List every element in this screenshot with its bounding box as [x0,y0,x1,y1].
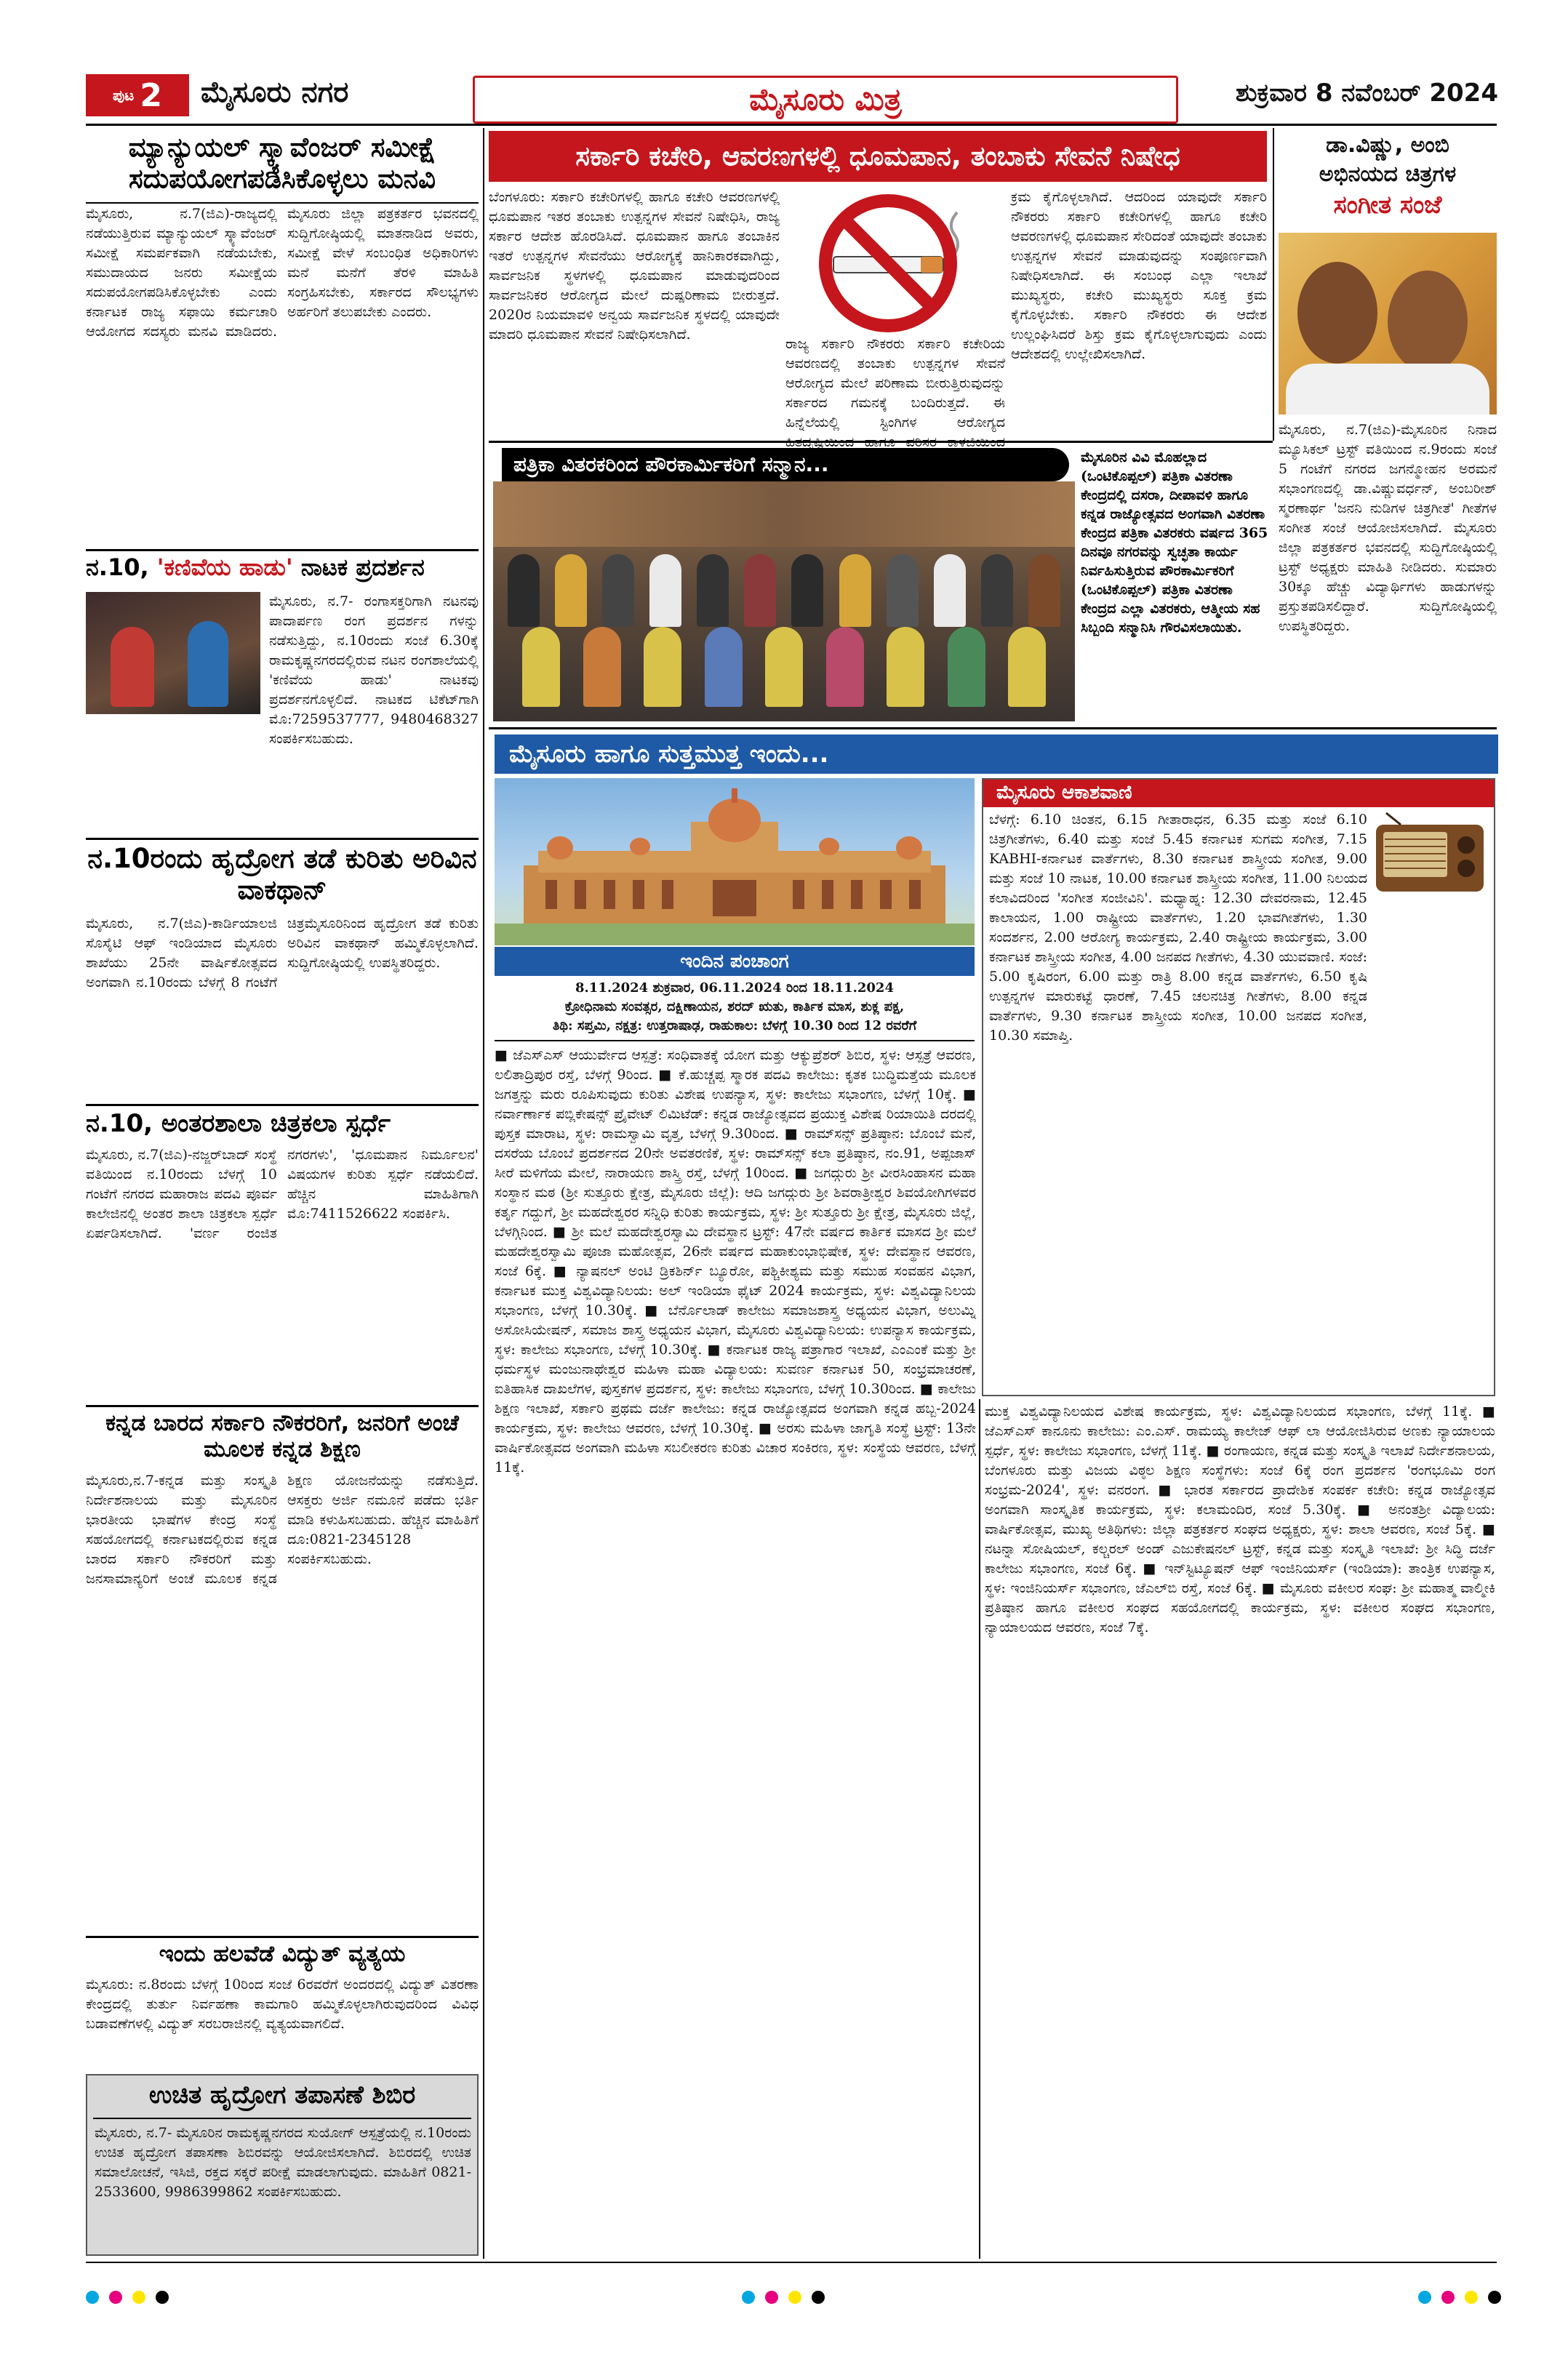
actor-figure [188,621,228,707]
title-line-highlight: ಸಂಗೀತ ಸಂಜೆ [1333,191,1442,220]
column-rule [483,128,484,2259]
black-dot [1488,2291,1501,2304]
banner-text: ಪತ್ರಿಕಾ ವಿತರಕರಿಂದ ಪೌರಕಾರ್ಮಿಕರಿಗೆ ಸನ್ಮಾನ... [513,452,829,476]
person [508,554,540,627]
black-dot [812,2291,825,2304]
headline-part: ನಾಟಕ ಪ್ರದರ್ಶನ [292,553,425,581]
article-headline: ಇಂದು ಹಲವೆಡೆ ವಿದ್ಯುತ್ ವ್ಯತ್ಯಯ [159,1941,406,1967]
divider [86,1405,479,1407]
lead-body-col1: ಬೆಂಗಳೂರು: ಸರ್ಕಾರಿ ಕಚೇರಿಗಳಲ್ಲಿ ಹಾಗೂ ಕಚೇರಿ ಆವರಣಗಳಲ್ಲಿ ಧೂಮಪಾನ ಇತರ ತಂಬಾಕು ಉತ್ಪನ್ನಗಳ ಸೇವನೆ ನಿಷೇಧಿಸಿ, ರಾಜ್ಯ ಸರ್ಕಾರ ಆದೇಶ ಹೊರಡಿಸಿದೆ. ಧೂಮಪಾನ ಹಾಗೂ ತಂಬಾಕಿನ ಇತರೆ ಉತ್ಪನ್ನಗಳ ಸೇವನೆಯು ಆರೋಗ್ಯಕ್ಕೆ ಹಾನಿಕಾರಕವಾಗಿದ್ದು, ಸಾರ್ವಜನಿಕ ಸ್ಥಳಗಳಲ್ಲಿ ಧೂಮಪಾನ ಮಾಡುವುದರಿಂದ ಸಾರ್ವಜನಿಕರ ಆರೋಗ್ಯದ ಮೇಲೆ ದುಷ್ಪರಿಣಾಮ ಬೀರುತ್ತದೆ. 2020ರ ನಿಯಮಾವಳಿ ಅನ್ವಯ ಸಾರ್ವಜನಿಕ ಸ್ಥಳದಲ್ಲಿ ಯಾವುದೇ ಮಾದರಿ ಧೂಮಪಾನ ಸೇವನೆ ನಿಷೇಧಿಸಲಾಗಿದೆ. [489,189,780,343]
felicitation-group-photo [493,481,1075,721]
photo-backdrop [493,481,1075,547]
cyan-dot [86,2291,99,2304]
seated-row [522,627,1046,707]
actor-figure [111,627,154,707]
radio-icon [1372,810,1488,897]
divider [495,1040,975,1041]
article-body: ಮೈಸೂರು: ನ.8ರಂದು ಬೆಳಗ್ಗೆ 10ರಿಂದ ಸಂಜೆ 6ರವರೆಗೆ ಅಂದರದಲ್ಲಿ ವಿದ್ಯುತ್ ವಿತರಣಾ ಕೇಂದ್ರದಲ್ಲಿ ತುರ್ತು ನಿರ್ವಹಣಾ ಕಾಮಗಾರಿ ಹಮ್ಮಿಕೊಳ್ಳಲಾಗಿರುವುದರಿಂದ ವಿವಿಧ ಬಡಾವಣೆಗಳಲ್ಲಿ ವಿದ್ಯುತ್ ಸರಬರಾಜಿನಲ್ಲಿ ವ್ಯತ್ಯಯವಾಗಲಿದೆ. [86,1976,479,2032]
divider [93,2118,471,2119]
yellow-dot [132,2291,145,2304]
person [522,627,560,707]
photo-story-banner [502,448,1069,481]
divider [86,202,479,204]
portrait-face [1388,271,1468,372]
black-dot [156,2291,169,2304]
mysore-palace-photo [495,778,975,945]
article-headline: ನ.10ರಂದು ಹೃದ್ರೋಗ ತಡೆ ಕುರಿತು ಅರಿವಿನ ವಾಕಥಾನ್ [87,843,477,905]
divider [489,441,1273,443]
column-rule [979,1399,980,2259]
portrait-shirts [1286,364,1489,415]
article-body: ಮೈಸೂರು, ನ.7(ಜಿಎ)-ರಾಜ್ಯದಲ್ಲಿ ನಡೆಯುತ್ತಿರುವ ಮ್ಯಾನ್ಯುಯಲ್ ಸ್ಕ್ಯಾವೆಂಜರ್ ಸಮೀಕ್ಷೆ ಸಮರ್ಪಕವಾಗಿ ನಡೆಯಬೇಕು, ಸಮುದಾಯದ ಜನರು ಸಮೀಕ್ಷೆಯ ಸದುಪಯೋಗಪಡಿಸಿಕೊಳ್ಳಬೇಕು ಎಂದು ಕರ್ನಾಟಕ ರಾಜ್ಯ ಸಫಾಯಿ ಕರ್ಮಚಾರಿ ಆಯೋಗದ ಸದಸ್ಯರು ಮನವಿ ಮಾಡಿದರು. ಮೈಸೂರು ಜಿಲ್ಲಾ ಪತ್ರಕರ್ತರ ಭವನದಲ್ಲಿ ಸುದ್ದಿಗೋಷ್ಠಿಯಲ್ಲಿ ಮಾತನಾಡಿದ ಅವರು, ಸಮೀಕ್ಷೆ ವೇಳೆ ಸಂಬಂಧಿತ ಅಧಿಕಾರಿಗಳು ಮನೆ ಮನೆಗೆ ತೆರಳಿ ಮಾಹಿತಿ ಸಂಗ್ರಹಿಸಬೇಕು, ಸರ್ಕಾರದ ಸೌಲಭ್ಯಗಳು ಅರ್ಹರಿಗೆ ತಲುಪಬೇಕು ಎಂದರು. [86,206,479,340]
person [948,627,985,707]
no-smoking-icon [812,188,979,333]
radio-title: ಮೈಸೂರು ಆಕಾಶವಾಣಿ [996,781,1132,804]
lead-headline: ಸರ್ಕಾರಿ ಕಚೇರಿ, ಆವರಣಗಳಲ್ಲಿ ಧೂಮಪಾನ, ತಂಬಾಕು ಸೇವನೆ ನಿಷೇಧ [575,140,1180,172]
cyan-dot [1418,2291,1431,2304]
masthead-rule [86,124,1497,126]
panchanga-title: ಇಂದಿನ ಪಂಚಾಂಗ [680,950,789,972]
cyan-dot [742,2291,755,2304]
lead-body-col2: ರಾಜ್ಯ ಸರ್ಕಾರಿ ನೌಕರರು ಸರ್ಕಾರಿ ಕಚೇರಿಯ ಆವರಣದಲ್ಲಿ ತಂಬಾಕು ಉತ್ಪನ್ನಗಳ ಸೇವನೆ ಆರೋಗ್ಯದ ಮೇಲೆ ಪರಿಣಾಮ ಬೀರುತ್ತಿರುವುದನ್ನು ಸರ್ಕಾರದ ಗಮನಕ್ಕೆ ಬಂದಿರುತ್ತದೆ. ಈ ಹಿನ್ನೆಲೆಯಲ್ಲಿ ಸ್ಟಿಂಗಿಗಳ ಆರೋಗ್ಯದ [785,336,1005,431]
article-kannada-postal [86,1411,479,1907]
magenta-dot [1441,2291,1455,2304]
panchanga-header [495,947,975,976]
person [555,554,587,627]
section-title: ಮೈಸೂರು ನಗರ [201,76,349,109]
page-number: 2 [140,76,162,114]
music-event-title [1279,131,1497,240]
lead-headline-bar [489,131,1267,182]
person [649,554,681,627]
article-body: ಮೈಸೂರು, ನ.7(ಜಿಎ)-ಕಾರ್ಡಿಯಾಲಜಿ ಸೊಸೈಟಿ ಆಫ್ ಇಂಡಿಯಾದ ಮೈಸೂರು ಶಾಖೆಯು 25ನೇ ವಾರ್ಷಿಕೋತ್ಸವದ ಅಂಗವಾಗಿ ನ.10ರಂದು ಬೆಳಗ್ಗೆ 8 ಗಂಟೆಗೆ ಚಿತ್ರಮೈಸೂರಿನಿಂದ ಹೃದ್ರೋಗ ತಡೆ ಕುರಿತು ಅರಿವಿನ ವಾಕಥಾನ್ ಹಮ್ಮಿಕೊಳ್ಳಲಾಗಿದೆ. ಸುದ್ದಿಗೋಷ್ಠಿಯಲ್ಲಿ ಉಪಸ್ಥಿತರಿದ್ದರು. [86,916,479,991]
article-headline: ಮ್ಯಾನ್ಯುಯಲ್ ಸ್ಕ್ಯಾವೆಂಜರ್ ಸಮೀಕ್ಷೆ ಸದುಪಯೋಗಪಡಿಸಿಕೊಳ್ಳಲು ಮನವಿ [128,132,436,194]
article-headline: ಉಚಿತ ಹೃದ್ರೋಗ ತಪಾಸಣೆ ಶಿಬಿರ [148,2081,416,2110]
divider [86,1936,479,1938]
banner-text: ಮೈಸೂರು ಹಾಗೂ ಸುತ್ತಮುತ್ತ ಇಂದು... [509,740,829,769]
person [765,627,803,707]
box-heart-camp [86,2074,479,2256]
standing-row [508,554,1060,627]
article-body: ಮೈಸೂರು, ನ.7(ಜಿಎ)-ನಜ್ಜರ್‌ಬಾದ್ ಸಂಸ್ಥೆ ವತಿಯಿಂದ ನ.10ರಂದು ಬೆಳಗ್ಗೆ 10 ಗಂಟೆಗೆ ನಗರದ ಮಹಾರಾಜ ಪದವಿ ಪೂರ್ವ ಕಾಲೇಜಿನಲ್ಲಿ ಅಂತರ ಶಾಲಾ ಚಿತ್ರಕಲಾ ಸ್ಪರ್ಧೆ ಏರ್ಪಡಿಸಲಾಗಿದೆ. 'ವರ್ಣ ರಂಜಿತ ನಗರಗಳು', 'ಧೂಮಪಾನ ನಿರ್ಮೂಲನ' ವಿಷಯಗಳ ಕುರಿತು ಸ್ಪರ್ಧೆ ನಡೆಯಲಿದೆ. ಹೆಚ್ಚಿನ ಮಾಹಿತಿಗಾಗಿ ಮೊ:7411526622 ಸಂಪರ್ಕಿಸಿ. [86,1147,479,1242]
divider [489,727,1497,729]
issue-date: ಶುಕ್ರವಾರ 8 ನವೆಂಬರ್ 2024 [1236,79,1498,108]
article-power-cut [86,1942,479,2084]
article-painting [86,1110,479,1384]
newspaper-logo: ಮೈಸೂರು ಮಿತ್ರ [473,76,1178,124]
article-body: ಮೈಸೂರು, ನ.7- ಮೈಸೂರಿನ ರಾಮಕೃಷ್ಣನಗರದ ಸುಯೋಗ್ ಆಸ್ಪತ್ರೆಯಲ್ಲಿ ನ.10ರಂದು ಉಚಿತ ಹೃದ್ರೋಗ ತಪಾಸಣಾ ಶಿಬಿರವನ್ನು ಆಯೋಜಿಸಲಾಗಿದೆ. ಶಿಬಿರದಲ್ಲಿ ಉಚಿತ ಸಮಾಲೋಚನೆ, ಇಸಿಜಿ, ರಕ್ತದ ಸಕ್ಕರೆ ಪರೀಕ್ಷೆ ಮಾಡಲಾಗುವುದು. ಮಾಹಿತಿಗೆ 0821-2533600, 9986399862 ಸಂಪರ್ಕಿಸಬಹುದು. [95,2125,471,2200]
yellow-dot [788,2291,801,2304]
person [744,554,776,627]
divider [86,838,479,840]
article-walkathon [86,844,479,1107]
person [887,554,919,627]
radio-header [982,778,1495,807]
person [697,554,729,627]
person [1008,627,1046,707]
person [887,627,924,707]
footer-rule [86,2262,1497,2263]
print-colour-marks-left [86,2291,169,2304]
yellow-dot [1465,2291,1478,2304]
lead-body-col3: ಕ್ರಮ ಕೈಗೊಳ್ಳಲಾಗಿದೆ. ಆದರಿಂದ ಯಾವುದೇ ಸರ್ಕಾರಿ ನೌಕರರು ಸರ್ಕಾರಿ ಕಚೇರಿಗಳಲ್ಲಿ ಹಾಗೂ ಕಚೇರಿ ಆವರಣಗಳಲ್ಲಿ ಧೂಮಪಾನ ಸೇರಿದಂತೆ ಯಾವುದೇ ತಂಬಾಕು ಉತ್ಪನ್ನಗಳ ಸೇವನೆ ಮಾಡುವುದನ್ನು ಸಂಪೂರ್ಣವಾಗಿ ನಿಷೇಧಿಸಲಾಗಿದೆ. ಈ ಸಂಬಂಧ ಎಲ್ಲಾ ಇಲಾಖೆ ಮುಖ್ಯಸ್ಥರು, ಕಚೇರಿ ಮುಖ್ಯಸ್ಥರು ಸೂಕ್ತ ಕ್ರಮ ಕೈಗೊಳ್ಳಬೇಕು. ಸರ್ಕಾರಿ ನೌಕರರು ಈ ಆದೇಶ ಉಲ್ಲಂಘಿಸಿದರೆ ಶಿಸ್ತು ಕ್ರಮ ಕೈಗೊಳ್ಳಲಾಗುವುದು ಎಂದು ಆದೇಶದಲ್ಲಿ ಉಲ್ಲೇಖಿಸಲಾಗಿದೆ. [1011,189,1267,362]
article-body: ಮೈಸೂರು,ನ.7-ಕನ್ನಡ ಮತ್ತು ಸಂಸ್ಕೃತಿ ನಿರ್ದೇಶನಾಲಯ ಮತ್ತು ಮೈಸೂರಿನ ಭಾರತೀಯ ಭಾಷೆಗಳ ಕೇಂದ್ರ ಸಂಸ್ಥೆ ಸಹಯೋಗದಲ್ಲಿ ಕರ್ನಾಟಕದಲ್ಲಿರುವ ಕನ್ನಡ ಬಾರದ ಸರ್ಕಾರಿ ನೌಕರರಿಗೆ ಮತ್ತು ಜನಸಾಮಾನ್ಯರಿಗೆ ಅಂಚೆ ಮೂಲಕ ಕನ್ನಡ ಶಿಕ್ಷಣ ಯೋಜನೆಯನ್ನು ನಡೆಸುತ್ತಿದೆ. ಆಸಕ್ತರು ಅರ್ಜಿ ನಮೂನೆ ಪಡೆದು ಭರ್ತಿ ಮಾಡಿ ಕಳುಹಿಸಬಹುದು. ಹೆಚ್ಚಿನ ಮಾಹಿತಿಗೆ ದೂ:0821-2345128 ಸಂಪರ್ಕಿಸಬಹುದು. [86,1473,479,1588]
headline-part: ನ.10, [86,553,157,581]
panchanga-line: 8.11.2024 ಶುಕ್ರವಾರ, 06.11.2024 ರಿಂದ 18.11.2024 [575,980,894,996]
print-colour-marks-centre [742,2291,825,2304]
person [791,554,823,627]
title-line: ಡಾ.ವಿಷ್ಣು, ಅಂಬಿ [1326,132,1449,158]
page-number-badge [86,74,189,116]
person [644,627,681,707]
print-colour-marks-right [1418,2291,1501,2304]
events-list: ■ ಜೆಎಸ್‌ಎಸ್ ಆಯುರ್ವೇದ ಆಸ್ಪತ್ರೆ: ಸಂಧಿವಾತಕ್ಕೆ ಯೋಗ ಮತ್ತು ಆಕ್ಯುಪ್ರೆಶರ್ ಶಿಬಿರ, ಸ್ಥಳ: ಆಸ್ಪತ್ರೆ ಆವರಣ, ಲಲಿತಾದ್ರಿಪುರ ರಸ್ತೆ, ಬೆಳಗ್ಗೆ 9ರಿಂದ. ■ ಕೆ.ಹುಚ್ಚಪ್ಪ ಸ್ಮಾರಕ ಪದವಿ ಕಾಲೇಜು: ಕೃತಕ ಬುದ್ಧಿಮತ್ತೆಯ ಮೂಲಕ ಜಗತ್ತನ್ನು ಮರು ರೂಪಿಸುವುದು ಕುರಿತು ವಿಶೇಷ ಉಪನ್ಯಾಸ, ಸ್ಥಳ: ಕಾಲೇಜು ಸಭಾಂಗಣ, ಬೆಳಗ್ಗೆ 10ಕ್ಕೆ. ■ ನರ್ವಾರ್ಣಾಕ ಪಬ್ಲಿಕೇಷನ್ಸ್ ಪ್ರೈವೇಟ್ ಲಿಮಿಟೆಡ್: ಕನ್ನಡ ರಾಜ್ಯೋತ್ಸವದ ಪ್ರಯುಕ್ತ ವಿಶೇಷ ರಿಯಾಯಿತಿ ದರದಲ್ಲಿ ಪುಸ್ತಕ ಮಾರಾಟ, ಸ್ಥಳ: ರಾಮಸ್ವಾಮಿ ವೃತ್ತ, ಬೆಳಗ್ಗೆ 9.30ರಿಂದ. ■ ರಾಮ್‌ಸನ್ಸ್ ಪ್ರತಿಷ್ಠಾನ: ಬೊಂಬೆ ಮನೆ, ದಸರೆಯ ಬೊಂಬೆ ಪ್ರದರ್ಶನದ 20ನೇ ಅವತರಣಿಕೆ, ಸ್ಥಳ: ರಾಮ್‌ಸನ್ಸ್ ಕಲಾ ಪ್ರತಿಷ್ಠಾನ, ನಂ.91, ಅಪ್ಪಜಾಸ್ ಸೀರೆ ಮಳಿಗೆಯ ಮೇಲೆ, ನಾರಾಯಣ ಶಾಸ್ತ್ರಿ ರಸ್ತೆ, ಬೆಳಗ್ಗೆ 10ರಿಂದ. ■ ಜಗದ್ಗುರು ಶ್ರೀ ವೀರಸಿಂಹಾಸನ ಮಹಾ ಸಂಸ್ಥಾನ ಮಠ (ಶ್ರೀ ಸುತ್ತೂರು ಕ್ಷೇತ್ರ, ಮೈಸೂರು ಜಿಲ್ಲೆ): ಆದಿ ಜಗದ್ಗುರು ಶ್ರೀ ಶಿವರಾತ್ರೀಶ್ವರ ಶಿವಯೋಗಿಗಳವರ ಕರ್ತೃ ಗದ್ದುಗೆ, ಶ್ರೀ ಮಹದೇಶ್ವರರ ಸನ್ನಿಧಿ ಕುರಿತು ಕಾರ್ಯಕ್ರಮ, ಸ್ಥಳ: ಶ್ರೀ ಸುತ್ತೂರು ಶ್ರೀ ಕ್ಷೇತ್ರ, ಮೈಸೂರು ಜಿಲ್ಲೆ, ಬೆಳಗ್ಗಿನಿಂದ. ■ ಶ್ರೀ ಮಲೆ ಮಹದೇಶ್ವರಸ್ವಾಮಿ ದೇವಸ್ಥಾನ ಟ್ರಸ್ಟ್: 47ನೇ ವರ್ಷದ ಕಾರ್ತಿಕ ಮಾಸದ ಶ್ರೀ ಮಲೆ ಮಹದೇಶ್ವರಸ್ವಾಮಿ ಪೂಜಾ ಮಹೋತ್ಸವ, 26ನೇ ವರ್ಷದ ಮಹಾಕುಂಭಾಭಿಷೇಕ, ಸ್ಥಳ: ದೇವಸ್ಥಾನ ಆವರಣ, ಸಂಜೆ 6ಕ್ಕೆ. ■ ನ್ಯಾಷನಲ್ ಅಂಟಿ ಡ್ರಿಕಶಿರ್ನ್ ಬ್ಯೂರೋ, ಪಶ್ಚಿಕೀಶ್ಯಮ ಮತ್ತು ಸಮುಹ ಸಂವಹನ ವಿಭಾಗ, ಕರ್ನಾಟಕ ಮುಕ್ತ ವಿಶ್ವವಿದ್ಯಾನಿಲಯ: ಅಲ್ ಇಂಡಿಯಾ ಫೈಟ್ 2024 ಕಾರ್ಯಕ್ರಮ, ಸ್ಥಳ: ವಿಶ್ವವಿದ್ಯಾನಿಲಯ ಸಭಾಂಗಣ, ಬೆಳಗ್ಗೆ 10.30ಕ್ಕೆ. ■ ಬೆರ್ನೊಲಾಡ್ ಕಾಲೇಜು ಸಮಾಜಶಾಸ್ತ್ರ ಅಧ್ಯಯನ ವಿಭಾಗ, ಅಲುಮ್ನಿ ಅಸೋಸಿಯೇಷನ್, ಸಮಾಜ ಶಾಸ್ತ್ರ ಅಧ್ಯಯನ ವಿಭಾಗ, ಮೈಸೂರು ವಿಶ್ವವಿದ್ಯಾನಿಲಯ: ಉಪನ್ಯಾಸ ಕಾರ್ಯಕ್ರಮ, ಸ್ಥಳ: ಕಾಲೇಜು ಸಭಾಂಗಣ, ಬೆಳಗ್ಗೆ 10.30ಕ್ಕೆ. ■ ಕರ್ನಾಟಕ ರಾಜ್ಯ ಪತ್ರಾಗಾರ ಇಲಾಖೆ, ಎಂಎಂಕೆ ಮತ್ತು ಶ್ರೀ ಧರ್ಮಸ್ಥಳ ಮಂಜುನಾಥೇಶ್ವರ ಮಹಿಳಾ ಮಹಾ ವಿದ್ಯಾಲಯ: ಸುವರ್ಣ ಕರ್ನಾಟಕ 50, ಸಂಭ್ರಮಾಚರಣೆ, ಐತಿಹಾಸಿಕ ದಾಖಲೆಗಳ, ಪುಸ್ತಕಗಳ ಪ್ರದರ್ಶನ, ಸ್ಥಳ: ಕಾಲೇಜು ಸಭಾಂಗಣ, ಬೆಳಗ್ಗೆ 10.30ರಿಂದ. ■ ಕಾಲೇಜು ಶಿಕ್ಷಣ ಇಲಾಖೆ, ಸರ್ಕಾರಿ ಪ್ರಥಮ ದರ್ಜೆ ಕಾಲೇಜು: ಕನ್ನಡ ರಾಜ್ಯೋತ್ಸವದ ಅಂಗವಾಗಿ ಕನ್ನಡ ಹಬ್ಬ-2024 ಕಾರ್ಯಕ್ರಮ, ಸ್ಥಳ: ಕಾಲೇಜು ಆವರಣ, ಬೆಳಗ್ಗೆ 10.30ಕ್ಕೆ. ■ ಅರಸು ಮಹಿಳಾ ಜಾಗೃತಿ ಸಂಸ್ಥೆ ಟ್ರಸ್ಟ್: 13ನೇ ವಾರ್ಷಿಕೋತ್ಸವದ ಅಂಗವಾಗಿ ಮಹಿಳಾ ಸಬಲೀಕರಣ ಕುರಿತು ವಿಚಾರ ಸಂಕಿರಣ, ಸ್ಥಳ: ಸಂಸ್ಥೆಯ ಆವರಣ, ಬೆಳಗ್ಗೆ 11ಕ್ಕೆ. [495,1047,976,1476]
title-line: ಅಭಿನಯದ ಚಿತ್ರಗಳ [1319,161,1457,187]
article-body: ಮೈಸೂರು, ನ.7- ರಂಗಾಸಕ್ತರಿಗಾಗಿ ನಟನವು ಪಾದಾರ್ಪಣ ರಂಗ ಪ್ರದರ್ಶನ ಗಳನ್ನು ನಡೆಸುತ್ತಿದ್ದು, ನ.10ರಂದು ಸಂಜೆ 6.30ಕ್ಕೆ ರಾಮಕೃಷ್ಣನಗರದಲ್ಲಿರುವ ನಟನ ರಂಗಶಾಲೆಯಲ್ಲಿ 'ಕಣಿವೆಯ ಹಾಡು' ನಾಟಕವು ಪ್ರದರ್ಶನಗೊಳ್ಳಲಿದೆ. ನಾಟಕದ ಟಿಕೆಟ್‌ಗಾಗಿ ಮೊ:7259537777, 9480468327 ಸಂಪರ್ಕಿಸಬಹುದು. [269,593,479,747]
article-drama [86,553,479,747]
headline-highlight: 'ಕಣಿವೆಯ ಹಾಡು' [156,553,293,581]
person [981,554,1013,627]
actors-photo [1279,233,1497,415]
drama-stage-photo [86,592,260,714]
person [839,554,871,627]
article-headline: ಕನ್ನಡ ಬಾರದ ಸರ್ಕಾರಿ ನೌಕರರಿಗೆ, ಜನರಿಗೆ ಅಂಚೆ ಮೂಲಕ ಕನ್ನಡ ಶಿಕ್ಷಣ [105,1410,459,1462]
photo-caption: ಮೈಸೂರಿನ ವಿವಿ ಮೊಹಲ್ಲಾದ (ಒಂಟಿಕೊಪ್ಪಲ್) ಪತ್ರಿಕಾ ವಿತರಣಾ ಕೇಂದ್ರದಲ್ಲಿ ದಸರಾ, ದೀಪಾವಳಿ ಹಾಗೂ ಕನ್ನಡ ರಾಜ್ಯೋತ್ಸವದ ಅಂಗವಾಗಿ ವಿತರಣಾ ಕೇಂದ್ರದ ಪತ್ರಿಕಾ ವಿತರಕರು ವರ್ಷದ 365 ದಿನವೂ ನಗರವನ್ನು ಸ್ವಚ್ಛತಾ ಕಾರ್ಯ ನಿರ್ವಹಿಸುತ್ತಿರುವ ಪೌರಕಾರ್ಮಿಕರಿಗೆ (ಒಂಟಿಕೊಪ್ಪಲ್) ಪತ್ರಿಕಾ ವಿತರಣಾ ಕೇಂದ್ರದ ಎಲ್ಲಾ ವಿತರಕರು, ಆತ್ಮೀಯ ಸಹ ಸಿಬ್ಬಂದಿ ಸನ್ಮಾನಿಸಿ ಗೌರವಿಸಲಾಯಿತು. [1081,449,1268,636]
divider [86,549,479,551]
page-label: ಪುಟ [113,87,135,104]
portrait-face [1297,262,1377,364]
article-headline: ನ.10, ಅಂತರಶಾಲಾ ಚಿತ್ರಕಲಾ ಸ್ಪರ್ಧೆ [86,1109,391,1138]
column-rule [1273,128,1274,441]
radio-schedule: ಬೆಳಗ್ಗೆ: 6.10 ಚಿಂತನ, 6.15 ಗೀತಾರಾಧನ, 6.35 ಮತ್ತು ಸಂಜೆ 6.10 ಚಿತ್ರಗೀತೆಗಳು, 6.40 ಮತ್ತು ಸಂಜೆ 5.45 ಕರ್ನಾಟಕ ಸುಗಮ ಸಂಗೀತ, 7.15 KABHI-ಕರ್ನಾಟಕ ವಾರ್ತೆಗಳು, 8.30 ಕರ್ನಾಟಕ ಶಾಸ್ತ್ರೀಯ ಸಂಗೀತ, 9.00 ಮತ್ತು ಸಂಜೆ 10 ನಾಟಕ, 10.00 ಕರ್ನಾಟಕ ಶಾಸ್ತ್ರೀಯ ಸಂಗೀತ, 11.00 ನಿಲಯದ ಕಲಾವಿದರಿಂದ 'ಸಂಗೀತ ಸಂಜೀವಿನಿ'. ಮಧ್ಯಾಹ್ನ: 12.30 ದೇವರನಾಮ, 12.45 ಕಾಲಾಯನ, 1.00 ರಾಷ್ಟ್ರೀಯ ವಾರ್ತೆಗಳು, 1.20 ಭಾವಗೀತೆಗಳು, 1.30 ಸಂದರ್ಶನ, 2.00 ಆರೋಗ್ಯ ಕಾರ್ಯಕ್ರಮ, 2.40 ರಾಷ್ಟ್ರೀಯ ಕಾರ್ಯಕ್ರಮ, 3.00 ಕರ್ನಾಟಕ ಶಾಸ್ತ್ರೀಯ ಸಂಗೀತ, 4.00 ಜನಪದ ಗೀತೆಗಳು, 4.30 ಯುವವಾಣಿ. ಸಂಜೆ: 5.00 ಕೃಷಿರಂಗ, 6.00 ಮತ್ತು ರಾತ್ರಿ 8.00 ಕನ್ನಡ ವಾರ್ತೆಗಳು, 6.50 ಕೃಷಿ ಉತ್ಪನ್ನಗಳ ಮಾರುಕಟ್ಟೆ ಧಾರಣೆ, 7.45 ಚಲನಚಿತ್ರ ಗೀತೆಗಳು, 8.00 ಕನ್ನಡ ವಾರ್ತೆಗಳು, 9.30 ಕರ್ನಾಟಕ ಶಾಸ್ತ್ರೀಯ ಸಂಗೀತ, 10.00 ಜನಪದ ಸಂಗೀತ, 10.30 ಸಮಾಪ್ತಿ. [989,812,1367,1044]
palace-illustration [495,778,975,945]
events-list-continued: ಮುಕ್ತ ವಿಶ್ವವಿದ್ಯಾನಿಲಯದ ವಿಶೇಷ ಕಾರ್ಯಕ್ರಮ, ಸ್ಥಳ: ವಿಶ್ವವಿದ್ಯಾನಿಲಯದ ಸಭಾಂಗಣ, ಬೆಳಗ್ಗೆ 11ಕ್ಕೆ. ■ ಜೆಎಸ್‌ಎಸ್ ಕಾನೂನು ಕಾಲೇಜು: ಎಂ.ಎಸ್. ರಾಮಯ್ಯ ಕಾಲೇಜ್ ಆಫ್ ಲಾ ಆಯೋಜಿಸಿರುವ ಅಣಕು ನ್ಯಾಯಾಲಯ ಸ್ಪರ್ಧೆ, ಸ್ಥಳ: ಕಾಲೇಜು ಸಭಾಂಗಣ, ಬೆಳಗ್ಗೆ 11ಕ್ಕೆ. ■ ರಂಗಾಯಣ, ಕನ್ನಡ ಮತ್ತು ಸಂಸ್ಕೃತಿ ಇಲಾಖೆ ನಿರ್ದೇಶನಾಲಯ, ಬೆಂಗಳೂರು ಮತ್ತು ವಿಜಯ ವಿಠ್ಠಲ ಶಿಕ್ಷಣ ಸಂಸ್ಥೆಗಳು: ಸಂಜೆ 6ಕ್ಕೆ ರಂಗ ಪ್ರದರ್ಶನ 'ರಂಗಭೂಮಿ ರಂಗ ಸಂಭ್ರಮ-2024', ಸ್ಥಳ: ವನರಂಗ. ■ ಭಾರತ ಸರ್ಕಾರದ ಪ್ರಾದೇಶಿಕ ಸಂಪರ್ಕ ಕಚೇರಿ: ಕನ್ನಡ ರಾಜ್ಯೋತ್ಸವ ಅಂಗವಾಗಿ ಸಾಂಸ್ಕೃತಿಕ ಕಾರ್ಯಕ್ರಮ, ಸ್ಥಳ: ಕಲಾಮಂದಿರ, ಸಂಜೆ 5.30ಕ್ಕೆ. ■ ಅನಂತಶ್ರೀ ವಿದ್ಯಾಲಯ: ವಾರ್ಷಿಕೋತ್ಸವ, ಮುಖ್ಯ ಅತಿಥಿಗಳು: ಜಿಲ್ಲಾ ಪತ್ರಕರ್ತರ ಸಂಘದ ಅಧ್ಯಕ್ಷರು, ಸ್ಥಳ: ಶಾಲಾ ಆವರಣ, ಸಂಜೆ 5ಕ್ಕೆ. ■ ನಟನ್ನಾ ಸೋಷಿಯಲ್, ಕಲ್ಚರಲ್ ಅಂಡ್ ಎಜುಕೇಷನಲ್ ಟ್ರಸ್ಟ್, ಕನ್ನಡ ಮತ್ತು ಸಂಸ್ಕೃತಿ ಇಲಾಖೆ: ಶ್ರೀ ಸಿದ್ಧಿ ದರ್ಜೆ ಕಾಲೇಜು ಸಭಾಂಗಣ, ಸಂಜೆ 6ಕ್ಕೆ. ■ ಇನ್‌ಸ್ಟಿಟ್ಯೂಷನ್ ಆಫ್ ಇಂಜಿನಿಯರ್ಸ್ (ಇಂಡಿಯಾ): ತಾಂತ್ರಿಕ ಉಪನ್ಯಾಸ, ಸ್ಥಳ: ಇಂಜಿನಿಯರ್ಸ್ ಸಭಾಂಗಣ, ಜೆಎಲ್‌ಬಿ ರಸ್ತೆ, ಸಂಜೆ 6ಕ್ಕೆ. ■ ಮೈಸೂರು ವಕೀಲರ ಸಂಘ: ಶ್ರೀ ಮಹಾತ್ಮ ವಾಲ್ಮೀಕಿ ಪ್ರತಿಷ್ಠಾನ ಹಾಗೂ ವಕೀಲರ ಸಂಘದ ಸಹಯೋಗದಲ್ಲಿ ಕಾರ್ಯಕ್ರಮ, ಸ್ಥಳ: ವಕೀಲರ ಸಂಘದ ಸಭಾಂಗಣ, ನ್ಯಾಯಾಲಯದ ಆವರಣ, ಸಂಜೆ 7ಕ್ಕೆ. [985,1404,1495,1636]
person [934,554,966,627]
panchanga-details [495,979,975,1036]
magenta-dot [109,2291,122,2304]
radio-illustration [1372,810,1488,897]
person [583,627,621,707]
panchanga-line: ತಿಥಿ: ಸಪ್ತಮಿ, ನಕ್ಷತ್ರ: ಉತ್ತರಾಷಾಢ, ರಾಹುಕಾಲ: ಬೆಳಗ್ಗೆ 10.30 ರಿಂದ 12 ರವರೆಗೆ [552,1018,917,1033]
today-banner [495,734,1498,774]
person [602,554,634,627]
person [705,627,743,707]
person [826,627,864,707]
divider [86,1104,479,1106]
magenta-dot [765,2291,778,2304]
music-event-body: ಮೈಸೂರು, ನ.7(ಜಿಎ)-ಮೈಸೂರಿನ ನಿನಾದ ಮ್ಯೂಸಿಕಲ್ ಟ್ರಸ್ಟ್ ವತಿಯಿಂದ ನ.9ರಂದು ಸಂಜೆ 5 ಗಂಟೆಗೆ ನಗರದ ಜಗನ್ಮೋಹನ ಅರಮನೆ ಸಭಾಂಗಣದಲ್ಲಿ ಡಾ.ವಿಷ್ಣುವರ್ಧನ್, ಅಂಬರೀಶ್ ಸ್ಮರಣಾರ್ಥ 'ಜನನಿ ನುಡಿಗಳ ಚಿತ್ರಗೀತೆ' ಗೀತೆಗಳ ಸಂಗೀತ ಸಂಜೆ ಆಯೋಜಿಸಲಾಗಿದೆ. ಮೈಸೂರು ಜಿಲ್ಲಾ ಪತ್ರಕರ್ತರ ಭವನದಲ್ಲಿ ಸುದ್ದಿಗೋಷ್ಠಿಯಲ್ಲಿ ಟ್ರಸ್ಟ್ ಅಧ್ಯಕ್ಷರು ಮಾಹಿತಿ ನೀಡಿದರು. ಸುಮಾರು 30ಕ್ಕೂ ಹೆಚ್ಚು ವಿದ್ಯಾರ್ಥಿಗಳು ಹಾಡುಗಳನ್ನು ಪ್ರಸ್ತುತಪಡಿಸಲಿದ್ದಾರೆ. ಸುದ್ದಿಗೋಷ್ಠಿಯಲ್ಲಿ ಉಪಸ್ಥಿತರಿದ್ದರು. [1279,422,1497,634]
no-smoking-illustration [785,188,1005,333]
person [1028,554,1060,627]
panchanga-line: ಕ್ರೋಧಿನಾಮ ಸಂವತ್ಸರ, ದಕ್ಷಿಣಾಯನ, ಶರದ್ ಋತು, ಕಾರ್ತಿಕ ಮಾಸ, ಶುಕ್ಲ ಪಕ್ಷ, [564,999,905,1014]
